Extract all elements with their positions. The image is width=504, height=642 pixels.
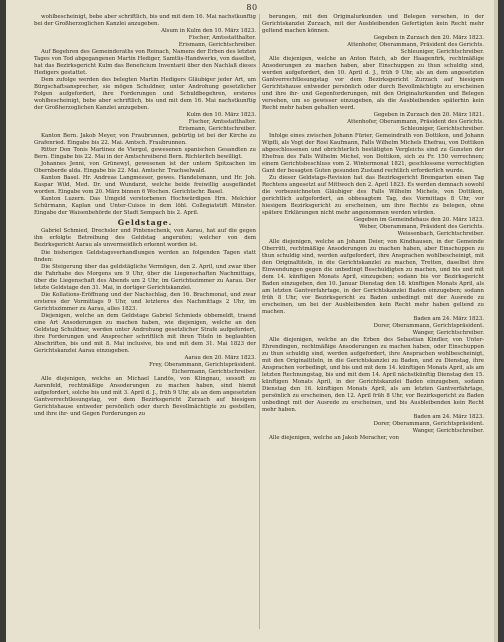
signature-line: Weber, Oberammann, Präsident des Gerichts.: [359, 224, 484, 231]
signature-line: Aarau den 20. März 1823.: [184, 354, 256, 361]
notice-paragraph: Die bisherigen Geldstagsverhandlungen werden an folgenden Tagen statt finden:: [34, 249, 256, 263]
signature-line: Fischer, Amtsstatthalter.: [188, 35, 256, 42]
notice-paragraph: wohlbescheinigt, bebe aber schriftlich, bis und mit dem 16. Mai nachstkunftig bei der Großherzoglichen Kanzlei anzugeben.: [34, 14, 256, 28]
signature-line: Alsum in Kulm den 10. März 1823.: [161, 28, 256, 35]
signature-line: Erismann, Gerichtschreiber.: [178, 126, 256, 133]
signature-line: Dorer, Oberammann, Gerichtspräsident.: [373, 322, 484, 329]
signature-line: Gegeben im Gemeindehaus den 20. März 1823.: [353, 217, 484, 224]
notice-paragraph: Auf Begehren des Gemeinderaths von Reinach, Namens der Erben des letzten Tages von Tod abgegangenen Martin Hediger, Samtlis-Handwerks, von daselbst, hat das Bezirksgericht Kulm das Beneficium Inventarii über den Nachlaß dieses Hedigers gestattet.: [34, 49, 256, 77]
signature-line: Baden am 24. März 1823.: [413, 315, 484, 322]
notice-paragraph: Gabriel Schmied, Drechsler und Pintenschenk, von Aarau, hat auf die gegen ihn erfolgte Betreibung des Geldstag angerufen; welcher von dem Bezirksgericht Aarau als unvermeidlich erkennt worden ist.: [34, 228, 256, 249]
notice-paragraph: Diejenigen, welche an dem Geldstage Gabriel Schmieds obbemeldt, traend eine Art Ansoderungen zu machen haben, wie diejenigen, welche an den Geldstag Schuldner, werden unter Androhung gesetzlicher Strafe aufgefordert, ihre Forderungen und Ansprecher schriftlich mit ihren Titeln in beglaubten Abschriften, bis und mit 8. Mai inclusive, bis und mit dem 31. Mai 1823 der Gerichtskanzlei Aarau einzugeben.: [34, 312, 256, 354]
notice-paragraph: Die Kollations-Eröffnung und der Nachschlag, den 16. Brachmonat, und zwar ersteres der Vormittags 9 Uhr, und letzteres des Nachmittags 2 Uhr, im Gerichtszimmer zu Aarau, alles 1823.: [34, 291, 256, 312]
notice-paragraph: Alle diejenigen, welche an Michael Landös, von Klingnau, sessoft zu Aarenfeld, rechtmäßige Ansoderungen zu machen haben, sind hiemit aufgefordert, solche bis und mit 3. April d. J., früh 9 Uhr, als an dem angesetzten Gantverrechtlesungstag, vor dem Bezirksgericht Zurzach auf hiesigem Gerichtshause entweder persönlich oder durch Bevollmächtigte zu gestellen, und ihre ihr- und Gegen Forderungen zu: [34, 375, 256, 417]
signature-line: Erismann, Gerichtschreiber.: [178, 42, 256, 49]
notice-paragraph: Kanton Basel. Hr. Andreas Langmesser, gewes. Handelsmann, und Hr. Joh. Kaspar Wild, Med. Dr. und Wundarzt, welche beide freiwillig ausgefändet worden. Eingabe vom 20. März binnen 6 Wochen. Gerichtschr. Basel.: [34, 175, 256, 196]
signature-line: Kulm den 10. März 1823.: [186, 112, 256, 119]
newspaper-page: [6, 0, 498, 642]
left-column: [34, 14, 256, 634]
signature-line: Gegeben in Zurzach den 20. März 1821.: [373, 112, 484, 119]
signature-line: Dorer, Oberammann, Gerichtspräsident.: [373, 420, 484, 427]
signature-line: Gegeben in Zurzach den 20. März 1823.: [373, 35, 484, 42]
signature-line: Schleuniger, Gerichtschreiber.: [400, 49, 484, 56]
signature-line: Eichermann, Gerichtschreiber.: [171, 368, 256, 375]
notice-paragraph: Kanton Bern. Jakob Meyer, von Fraubrunnen, gebürtig ist bei der Kirche zu Grafenried. Eingabe bis 22. Mai. Amtsch. Fraubrunnen.: [34, 133, 256, 147]
signature-line: Wanger, Gerichtschreiber.: [412, 427, 484, 434]
page-edge: [494, 0, 498, 642]
notice-paragraph: Johannes Jenni, von Grünewyl, gewesenen ist der untern Spitzachen im Obernberde alda. Eingabe bis 22. Mai. Amtschr. Trachselwald.: [34, 161, 256, 175]
page-number: 80: [246, 3, 258, 12]
notice-paragraph: Ritter Don Tonis Martinez de Viergol, gewesenen spanischen Gesandten zu Bern. Eingabe bis 22. Mai in der Amtschreiberei Bern. Richterlich bewilligt.: [34, 147, 256, 161]
section-heading: Geldstage.: [117, 218, 173, 228]
signature-line: Fischer, Amtsstatthalter.: [188, 119, 256, 126]
notice-paragraph: Alle diejenigen, welche an Jakob Meracher, von: [269, 434, 399, 441]
notice-paragraph: Alle diejenigen, welche an Anton Reich, ab der Haagenfirk, rechtmäßige Ansoderungen zu machen haben, aber Einschuppen zu thun schuldig sind, werden aufgefordert, den 10. April d. J., früh 9 Uhr, als an dem angesetzten Gantverrechtlesungstag vor dem Bezirksgericht Zurzach auf hiesigem Gerichtshause entweder persönlich oder durch Bevollmächtigte zu erscheinen und ihre ihr- und Gegenforderungen, mit den Originalurkunden und Belegen versehen, um so gewisser einzugeben, als die Ausbleibenden späterhin kein Recht mehr haben gehalten werd.: [262, 56, 484, 112]
signature-line: Frey, Oberammann, Gerichtspräsident.: [149, 361, 256, 368]
right-column: [262, 14, 484, 634]
signature-line: Attenhofer, Oberammann, Präsident des Gerichts.: [347, 42, 484, 49]
notice-paragraph: Dem zufolge werden des belegten Martin Hedigers Gläubiger jeder Art, um Bürgschaftsansprecher, sie mögen Schuldner, unter Androhung gesetzlicher Folgen aufgefordert, ihre Forderungen und Schuldbegehren, ersteres wohlbescheinigt, bebe aber schriftlich, bis und mit dem 16. Mai nachstkunftig der Großherzoglichen Kanzlei anzugeben.: [34, 77, 256, 112]
notice-paragraph: Die Steigerung über das geldstägliche Vermögen, den 2. April, und zwar über die Fahrhabe des Morgens um 9 Uhr, über die Liegenschaften Nachmittags, über die Liegenschaft des Abends um 2 Uhr, im Gerichtszimmer zu Aarau. Der letzte Geldstage den 31. Mai, in dortiger Gerichtskanzlei.: [34, 263, 256, 291]
signature-line: Weissenbach, Gerichtschreiber.: [397, 231, 484, 238]
notice-paragraph: Infolge eines zwischen Johann Fürier, Gemeindrath von Dottikon, und Johann Wipfli, als Vogt der Rosi Kaufmann, Falls Wilhelm Michels Ehefrau, von Dottikon abgeschlossenen und obrichterlich bestätigten Vergleichs sind zu Gunsten der Ehefrau des Falls Wilhelm Michel, von Dottikon, sich zu Fr. 150 verrechnen; einem Gerichtsbeschluss vom 2. Wintermonat 1821, geschlossene verrechtigten Gant der besagten Guten gesunden Zustand rechtlich erforderlich wurde.: [262, 133, 484, 175]
notice-paragraph: berungen, mit den Originalurkunden und Belegen versehen, in der Gerichtskanzlei Zurzach, mit der Ausbleibenden Gefertigten kein Recht mehr geltend machen können.: [262, 14, 484, 35]
signature-line: Attenhofer, Oberammann, Präsident des Gerichts.: [347, 119, 484, 126]
signature-line: Wanger, Gerichtschreiber.: [412, 329, 484, 336]
signature-line: Schleuniger, Gerichtschreiber.: [400, 126, 484, 133]
column-divider: [259, 14, 260, 629]
notice-paragraph: Alle diejenigen, welche an Johann Deier, von Kindhausen, in der Gemeinde Oberrüti, rechtmäßige Ansoderungen zu machen haben, aber Einschuppen zu thun schuldig sind, werden aufgefordert, ihre Ansprachen wohlbescheinigt, mit den Originaltiteln, in die Gerichtskanzlei zu machen, Tretten, daselbst ihre Einwendungen gegen die unbedingt Beschuldigten zu machen, und bis und mit dem 14. künftigen Monats April, einzugeben; sodann bis vor Bezirksgericht Baden einzugeben, den 10. Januar Dienstag den 18. künftigen Monats April, als am letzten Gantverfahrtage, in der Gerichtskanzlei Baden einzugeben; sodann früh 8 Uhr, vor Bezirksgericht zu Baden unbedingt mit der Ausrede zu erscheinen, um bei der Ausbleibenden kein Recht mehr haben geltend zu machen.: [262, 238, 484, 315]
notice-paragraph: Alle diejenigen, welche an die Erben des Sebastian Kindler, von Unter-Ehrendingen, rechtmäßige Ansoderungen zu machen haben, oder Einschuppen zu thun schuldig sind, werden aufgefordert, ihre Ansprachen wohlbescheinigt, mit den Originaltiteln, in die Gerichtskanzlei zu Baden, und zu Dienstag, ihre Ansprachen vorbedingt, und bis und mit dem 14. künftigen Monats April, als am letzten Rechnungstag, bis und mit dem 14. April nächstkünftig Dienstag den 15. künftigen Monats April, in der Gerichtskanzlei Baden einzugeben, sodann Dienstag den 16. künftigen Monats April, als am letzten Gantverfahrtage, persönlich zu erscheinen, den 12. April früh 8 Uhr, vor Bezirksgericht zu Baden unbedingt mit der Ausrede zu erscheinen, und bis Ausbleibenden kein Recht mehr haben.: [262, 336, 484, 413]
signature-line: Baden am 24. März 1823.: [413, 413, 484, 420]
notice-paragraph: Zu dieser Geldstags-Revision hat das Bezirksgericht Bremgarten einen Tag Rechtens angesetzt auf Mittwoch den 2. April 1823. Es werden demnach sowohl die vorbezeichneten Gläubiger des Falls Wilhelm Michels, von Dottikon, gerichtlich aufgefordert, an obbesagtem Tag, des Vormittags 8 Uhr, vor hiesigem Bezirksgericht zu erscheinen, um ihre Rechte zu belegen, ohne spätere Erklärungen nicht mehr angenommen werden würden.: [262, 175, 484, 217]
notice-paragraph: Kanton Luzern. Das Umgeld verstorbenen Hochwürdigen Hrn. Melchior Schürmann, Kaplan und Unter-Cuisos in dem löbl. Collegiatstift Münster. Eingabe der Waisenbehörde der Stadt Sempach bis 2. April.: [34, 196, 256, 217]
